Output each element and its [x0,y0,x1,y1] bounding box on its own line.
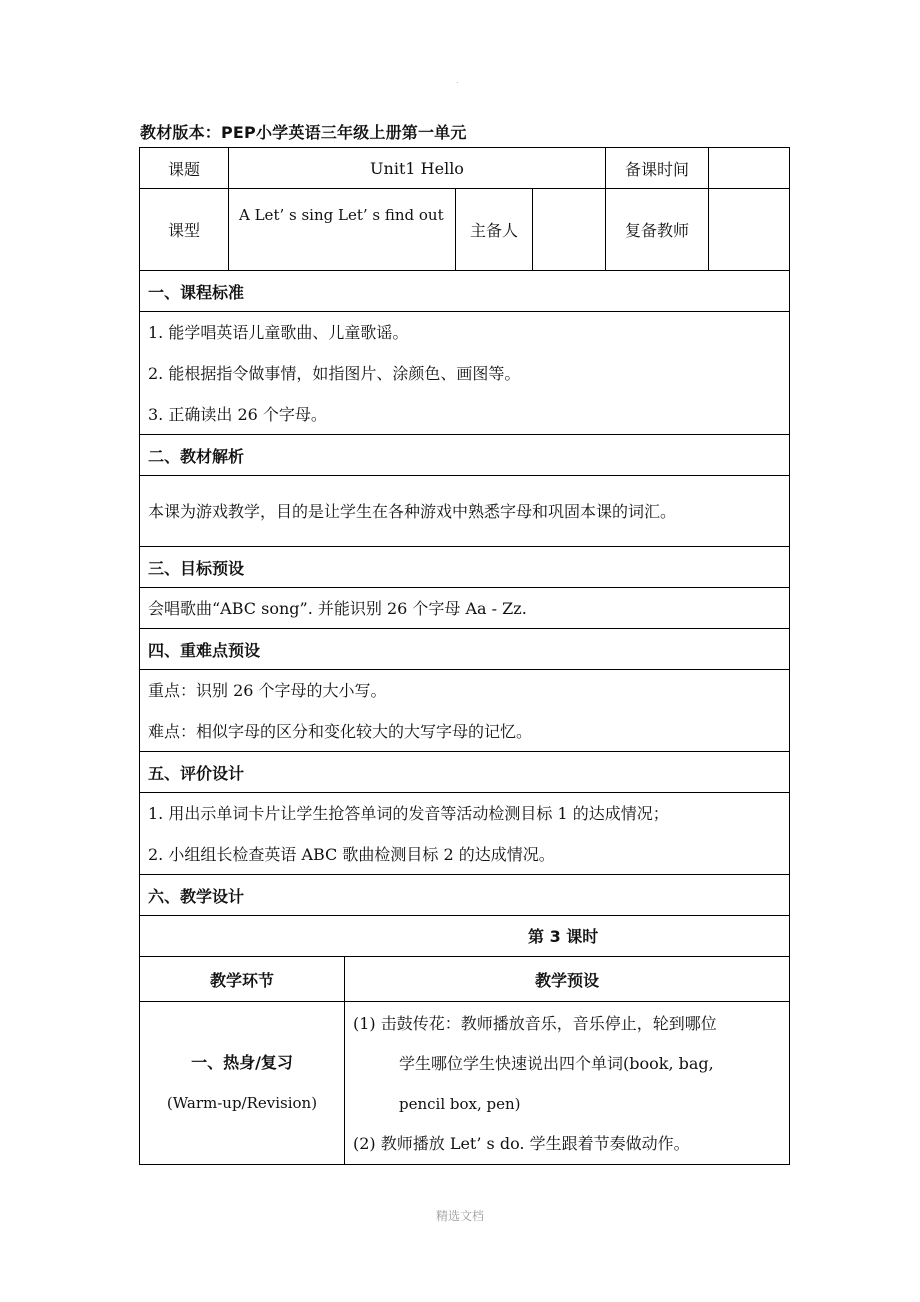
type-label: 课型 [140,189,229,270]
evaluation-line: 2. 小组组长检查英语 ABC 歌曲检测目标 2 的达成情况。 [148,845,555,864]
lead-teacher-label: 主备人 [456,189,533,270]
warmup-step-1-line: 学生哪位学生快速说出四个单词(book, bag, [399,1054,714,1073]
design-header-row [140,957,789,1002]
difficulty-line: 难点：相似字母的区分和变化较大的大写字母的记忆。 [148,722,533,741]
topic-label: 课题 [140,148,229,188]
section-analysis-title: 二、教材解析 [140,435,789,476]
warmup-stage-cell [140,1002,345,1164]
section-design-title: 六、教学设计 [140,875,789,916]
section-keypoints-body [140,670,789,752]
topic-value: Unit1 Hello [229,148,606,188]
review-teacher-value [709,189,789,270]
warmup-step-2: (2) 教师播放 Let’ s do. 学生跟着节奏做动作。 [353,1134,690,1153]
page-mark: . [456,76,459,85]
warmup-stage-subtitle: (Warm-up/Revision) [166,1094,318,1112]
section-analysis-body [140,476,789,547]
section-evaluation-body [140,793,789,875]
warmup-row [140,1002,789,1164]
section-keypoints-title: 四、重难点预设 [140,629,789,670]
warmup-step-1-line: pencil box, pen) [399,1095,521,1113]
lesson-plan-table [139,147,790,1165]
header-row-type [140,189,789,271]
page-footer: 精选文档 [435,1209,484,1223]
curriculum-line: 1. 能学唱英语儿童歌曲、儿童歌谣。 [148,323,409,342]
header-row-topic [140,148,789,189]
warmup-stage-title: 一、热身/复习 [191,1053,293,1072]
warmup-step-1-line: (1) 击鼓传花：教师播放音乐，音乐停止，轮到哪位 [353,1014,717,1033]
keypoint-line: 重点：识别 26 个字母的大小写。 [148,681,387,700]
review-teacher-label: 复备教师 [606,189,709,270]
period-row [140,916,789,957]
document-title: 教材版本：PEP小学英语三年级上册第一单元 [140,123,467,142]
section-goals-title: 三、目标预设 [140,547,789,588]
lead-teacher-value [533,189,606,270]
curriculum-line: 3. 正确读出 26 个字母。 [148,405,327,424]
prep-time-value [709,148,789,188]
section-goals-body [140,588,789,629]
warmup-plan-cell [345,1002,789,1164]
section-curriculum-title: 一、课程标准 [140,271,789,312]
goals-line: 会唱歌曲“ABC song”. 并能识别 26 个字母 Aa - Zz. [148,599,527,618]
section-evaluation-title: 五、评价设计 [140,752,789,793]
plan-column-header: 教学预设 [534,970,599,990]
section-curriculum-body [140,312,789,435]
analysis-line: 本课为游戏教学，目的是让学生在各种游戏中熟悉字母和巩固本课的词汇。 [148,501,677,521]
prep-time-label: 备课时间 [606,148,709,188]
stage-column-header: 教学环节 [140,957,345,1001]
curriculum-line: 2. 能根据指令做事情，如指图片、涂颜色、画图等。 [148,364,521,383]
type-value: A Let’ s sing Let’ s find out [229,189,456,270]
evaluation-line: 1. 用出示单词卡片让学生抢答单词的发音等活动检测目标 1 的达成情况； [148,804,669,823]
period-label: 第 3 课时 [528,927,599,946]
